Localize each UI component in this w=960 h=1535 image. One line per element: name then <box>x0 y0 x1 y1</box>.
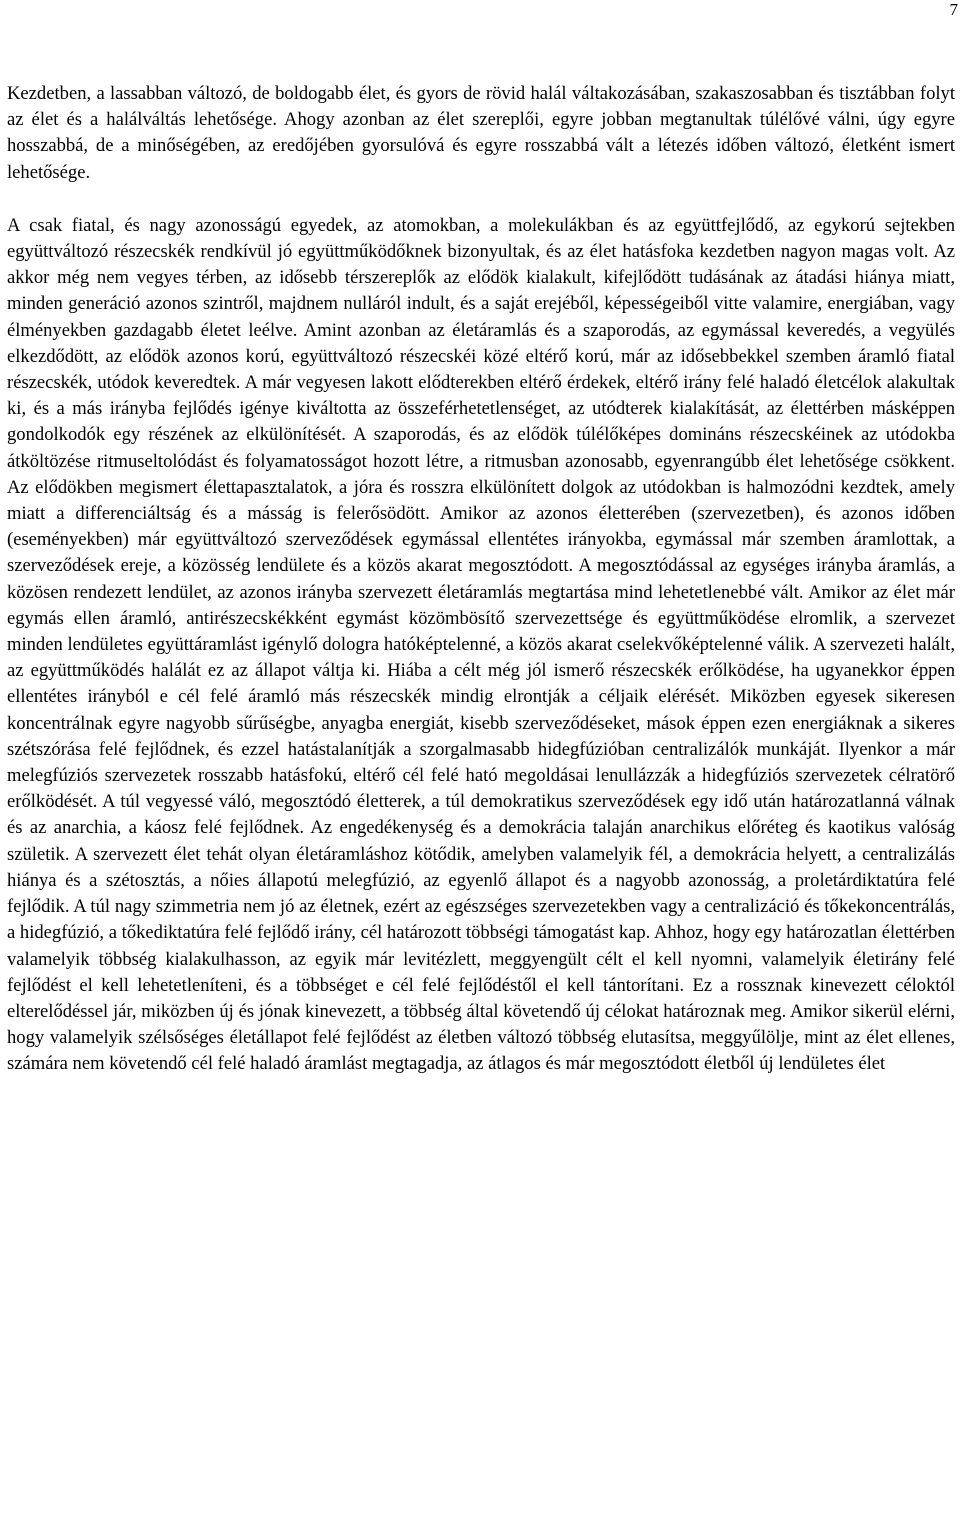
page-number: 7 <box>949 0 958 19</box>
paragraph-2: A csak fiatal, és nagy azonosságú egyedek, az atomokban, a molekulákban és az együttfejlődő, az egykorú sejtekben együttváltozó részecskék rendkívül jó együttműködőknek bizonyultak, és az élet hatásfoka kezdetben nagyon magas volt. Az akkor még nem vegyes térben, az idősebb térszereplők az elődök kialakult, kifejlődött tudásának az átadási hiánya miatt, minden generáció azonos szintről, majdnem nulláról indult, és a saját erejéből, képességeiből vitte valamire, energiában, vagy élményekben gazdagabb életet leélve. Amint azonban az életáramlás és a szaporodás, az egymással keveredés, a vegyülés elkezdődött, az elődök azonos korú, együttváltozó részecskéi közé eltérő korú, már az idősebbekkel szemben áramló fiatal részecskék, utódok keveredtek. A már vegyesen lakott elődterekben eltérő érdekek, eltérő irány felé haladó életcélok alakultak ki, és a más irányba fejlődés igénye kiváltotta az összeférhetetlenséget, az utódterek kialakítását, az élettérben másképpen gondolkodók egy részének az elkülönítését. A szaporodás, és az elődök túlélőképes domináns részecskéinek az utódokba átköltözése ritmuseltolódást és folyamatosságot hozott létre, a ritmusban azonosabb, egyenrangúbb élet lehetősége csökkent. Az elődökben megismert élettapasztalatok, a jóra és rosszra elkülönített dolgok az utódokban is halmozódni kezdtek, amely miatt a differenciáltság és a másság is felerősödött. Amikor az azonos életterében (szervezetben), és azonos időben (eseményekben) már együttváltozó szerveződések egymással ellentétes irányokba, egymással már szemben áramlottak, a szerveződések ereje, a közösség lendülete és a közös akarat megosztódott. A megosztódással az egységes irányba áramlás, a közösen rendezett lendület, az azonos irányba szervezett életáramlás megtartása mind lehetetlenebbé vált. Amikor az élet már egymás ellen áramló, antirészecskékként egymást közömbösítő szervezettsége és együttműködése elromlik, a szervezet minden lendületes együttáramlást igénylő dologra hatóképtelenné, a közös akarat cselekvőképtelenné válik. A szervezeti halált, az együttműködés halálát ez az állapot váltja ki. Hiába a célt még jól ismerő részecskék erőlködése, ha ugyanekkor éppen ellentétes irányból e cél felé áramló más részecskék mindig elrontják a céljaik elérését. Miközben egyesek sikeresen koncentrálnak egyre nagyobb sűrűségbe, anyagba energiát, kisebb szerveződéseket, mások éppen ezen energiáknak a sikeres szétszórása felé fejlődnek, és ezzel hatástalanítják a szorgalmasabb hidegfúzióban centralizálók munkáját. Ilyenkor a már melegfúziós szervezetek rosszabb hatásfokú, eltérő cél felé ható megoldásai lenullázzák a hidegfúziós szervezetek célratörő erőlködését. A túl vegyessé váló, megosztódó életterek, a túl demokratikus szerveződések egy idő után határozatlanná válnak és az anarchia, a káosz felé fejlődnek. Az engedékenység és a demokrácia talaján anarchikus előréteg és kaotikus valóság születik. A szervezett élet tehát olyan életáramláshoz kötődik, amelyben valamelyik fél, a demokrácia helyett, a centralizálás hiánya és a szétosztás, a nőies állapotú melegfúzió, az egyenlő állapot és a nagyobb azonosság, a proletárdiktatúra felé fejlődik. A túl nagy szimmetria nem jó az életnek, ezért az egészséges szervezetekben vagy a centralizáció és tőkekoncentrálás, a hidegfúzió, a tőkediktatúra felé fejlődő irány, cél határozott többségi támogatást kap. Ahhoz, hogy egy határozatlan élettérben valamelyik többség kialakulhasson, az egyik már levitézlett, meggyengült célt el kell nyomni, valamelyik életirány felé fejlődést el kell lehetetleníteni, és a többséget e cél felé fejlődéstől el kell tántorítani. Ez a rossznak kinevezett céloktól elterelődéssel jár, miközben új és jónak kinevezett, a többség által követendő új célokat határoznak meg. Amikor sikerül elérni, hogy valamelyik szélsőséges életállapot felé fejlődést az életben változó többség elutasítsa, meggyűlölje, mint az élet ellenes, számára nem követendő cél felé haladó áramlást megtagadja, az átlagos és már megosztódott életből új lendületes élet <box>7 214 955 1075</box>
document-body <box>7 81 955 1078</box>
paragraph-1: Kezdetben, a lassabban változó, de boldogabb élet, és gyors de rövid halál váltakozásában, szakaszosabban és tisztábban folyt az élet és a halálváltás lehetősége. Ahogy azonban az élet szereplői, egyre jobban megtanultak túlélővé válni, úgy egyre hosszabbá, de a minőségében, az eredőjében gyorsulóvá és egyre rosszabbá vált a létezés időben változó, életként ismert lehetősége. <box>7 83 955 183</box>
